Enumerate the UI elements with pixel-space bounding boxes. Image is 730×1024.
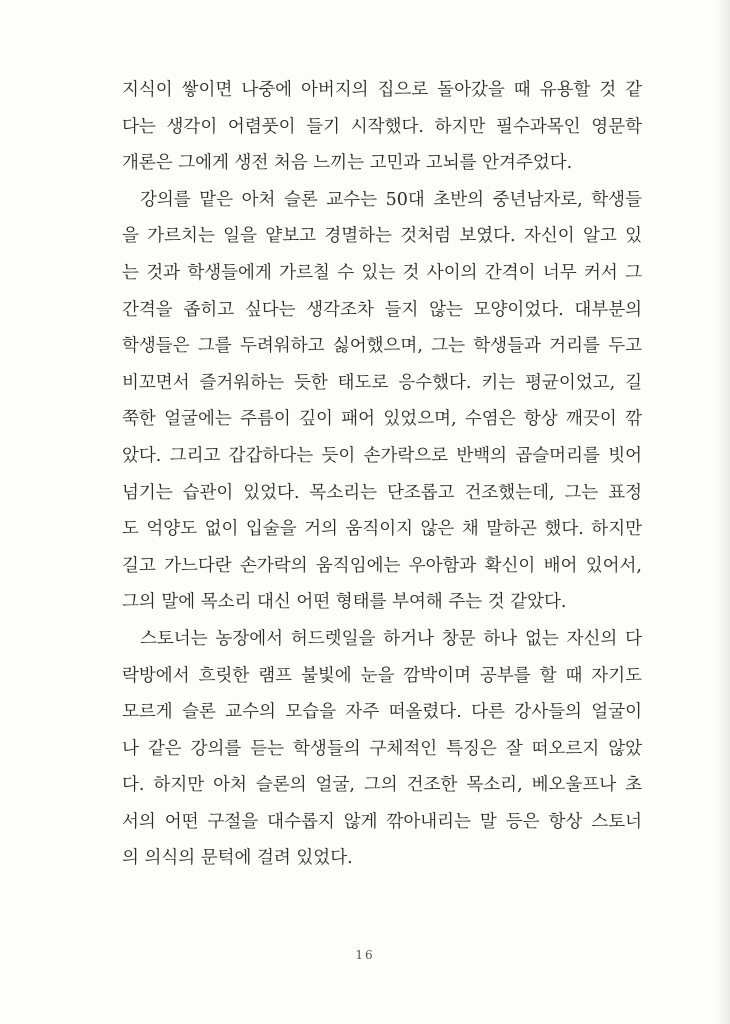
text-line: 학생들은 그를 두려워하고 싫어했으며, 그는 학생들과 거리를 두고 [122,336,642,357]
text-line: 스토너는 농장에서 허드렛일을 하거나 창문 하나 없는 자신의 다 [140,628,642,649]
text-line: 락방에서 흐릿한 램프 불빛에 눈을 깜박이며 공부를 할 때 자기도 [122,665,642,686]
text-line: 도 억양도 없이 입술을 거의 움직이지 않은 채 말하곤 했다. 하지만 [122,519,642,540]
text-line: 지식이 쌓이면 나중에 아버지의 집으로 돌아갔을 때 유용할 것 같 [122,80,642,100]
text-line: 개론은 그에게 생전 처음 느끼는 고민과 고뇌를 안겨주었다. [122,153,573,174]
text-line: 간격을 좁히고 싶다는 생각조차 들지 않는 모양이었다. 대부분의 [122,299,642,320]
page-number: 16 [355,948,375,962]
text-line: 의 의식의 문턱에 걸려 있었다. [122,848,353,869]
text-line: 서의 어떤 구절을 대수롭지 않게 깎아내리는 말 등은 항상 스토너 [122,811,642,832]
page-edge-shadow [716,0,730,1024]
text-line: 넘기는 습관이 있었다. 목소리는 단조롭고 건조했는데, 그는 표정 [122,482,642,503]
text-line: 모르게 슬론 교수의 모습을 자주 떠올렸다. 다른 강사들의 얼굴이 [122,702,642,723]
text-line: 을 가르치는 일을 얕보고 경멸하는 것처럼 보였다. 자신이 알고 있 [122,226,642,247]
text-line: 길고 가느다란 손가락의 움직임에는 우아함과 확신이 배어 있어서, [122,555,642,576]
body-text [122,72,642,877]
text-line: 나 같은 강의를 듣는 학생들의 구체적인 특징은 잘 떠오르지 않았 [122,738,642,759]
text-line: 다. 하지만 아처 슬론의 얼굴, 그의 건조한 목소리, 베오울프나 초 [122,775,642,796]
text-line: 았다. 그리고 갑갑하다는 듯이 손가락으로 반백의 곱슬머리를 빗어 [122,445,642,466]
text-line: 비꼬면서 즐거워하는 듯한 태도로 응수했다. 키는 평균이었고, 길 [122,372,642,393]
text-line: 쭉한 얼굴에는 주름이 깊이 패어 있었으며, 수염은 항상 깨끗이 깎 [122,409,642,430]
text-line: 그의 말에 목소리 대신 어떤 형태를 부여해 주는 것 같았다. [122,592,567,613]
text-line: 는 것과 학생들에게 가르칠 수 있는 것 사이의 간격이 너무 커서 그 [122,262,642,283]
text-line: 다는 생각이 어렴풋이 들기 시작했다. 하지만 필수과목인 영문학 [122,116,642,137]
text-line: 강의를 맡은 아처 슬론 교수는 50대 초반의 중년남자로, 학생들 [140,189,642,210]
